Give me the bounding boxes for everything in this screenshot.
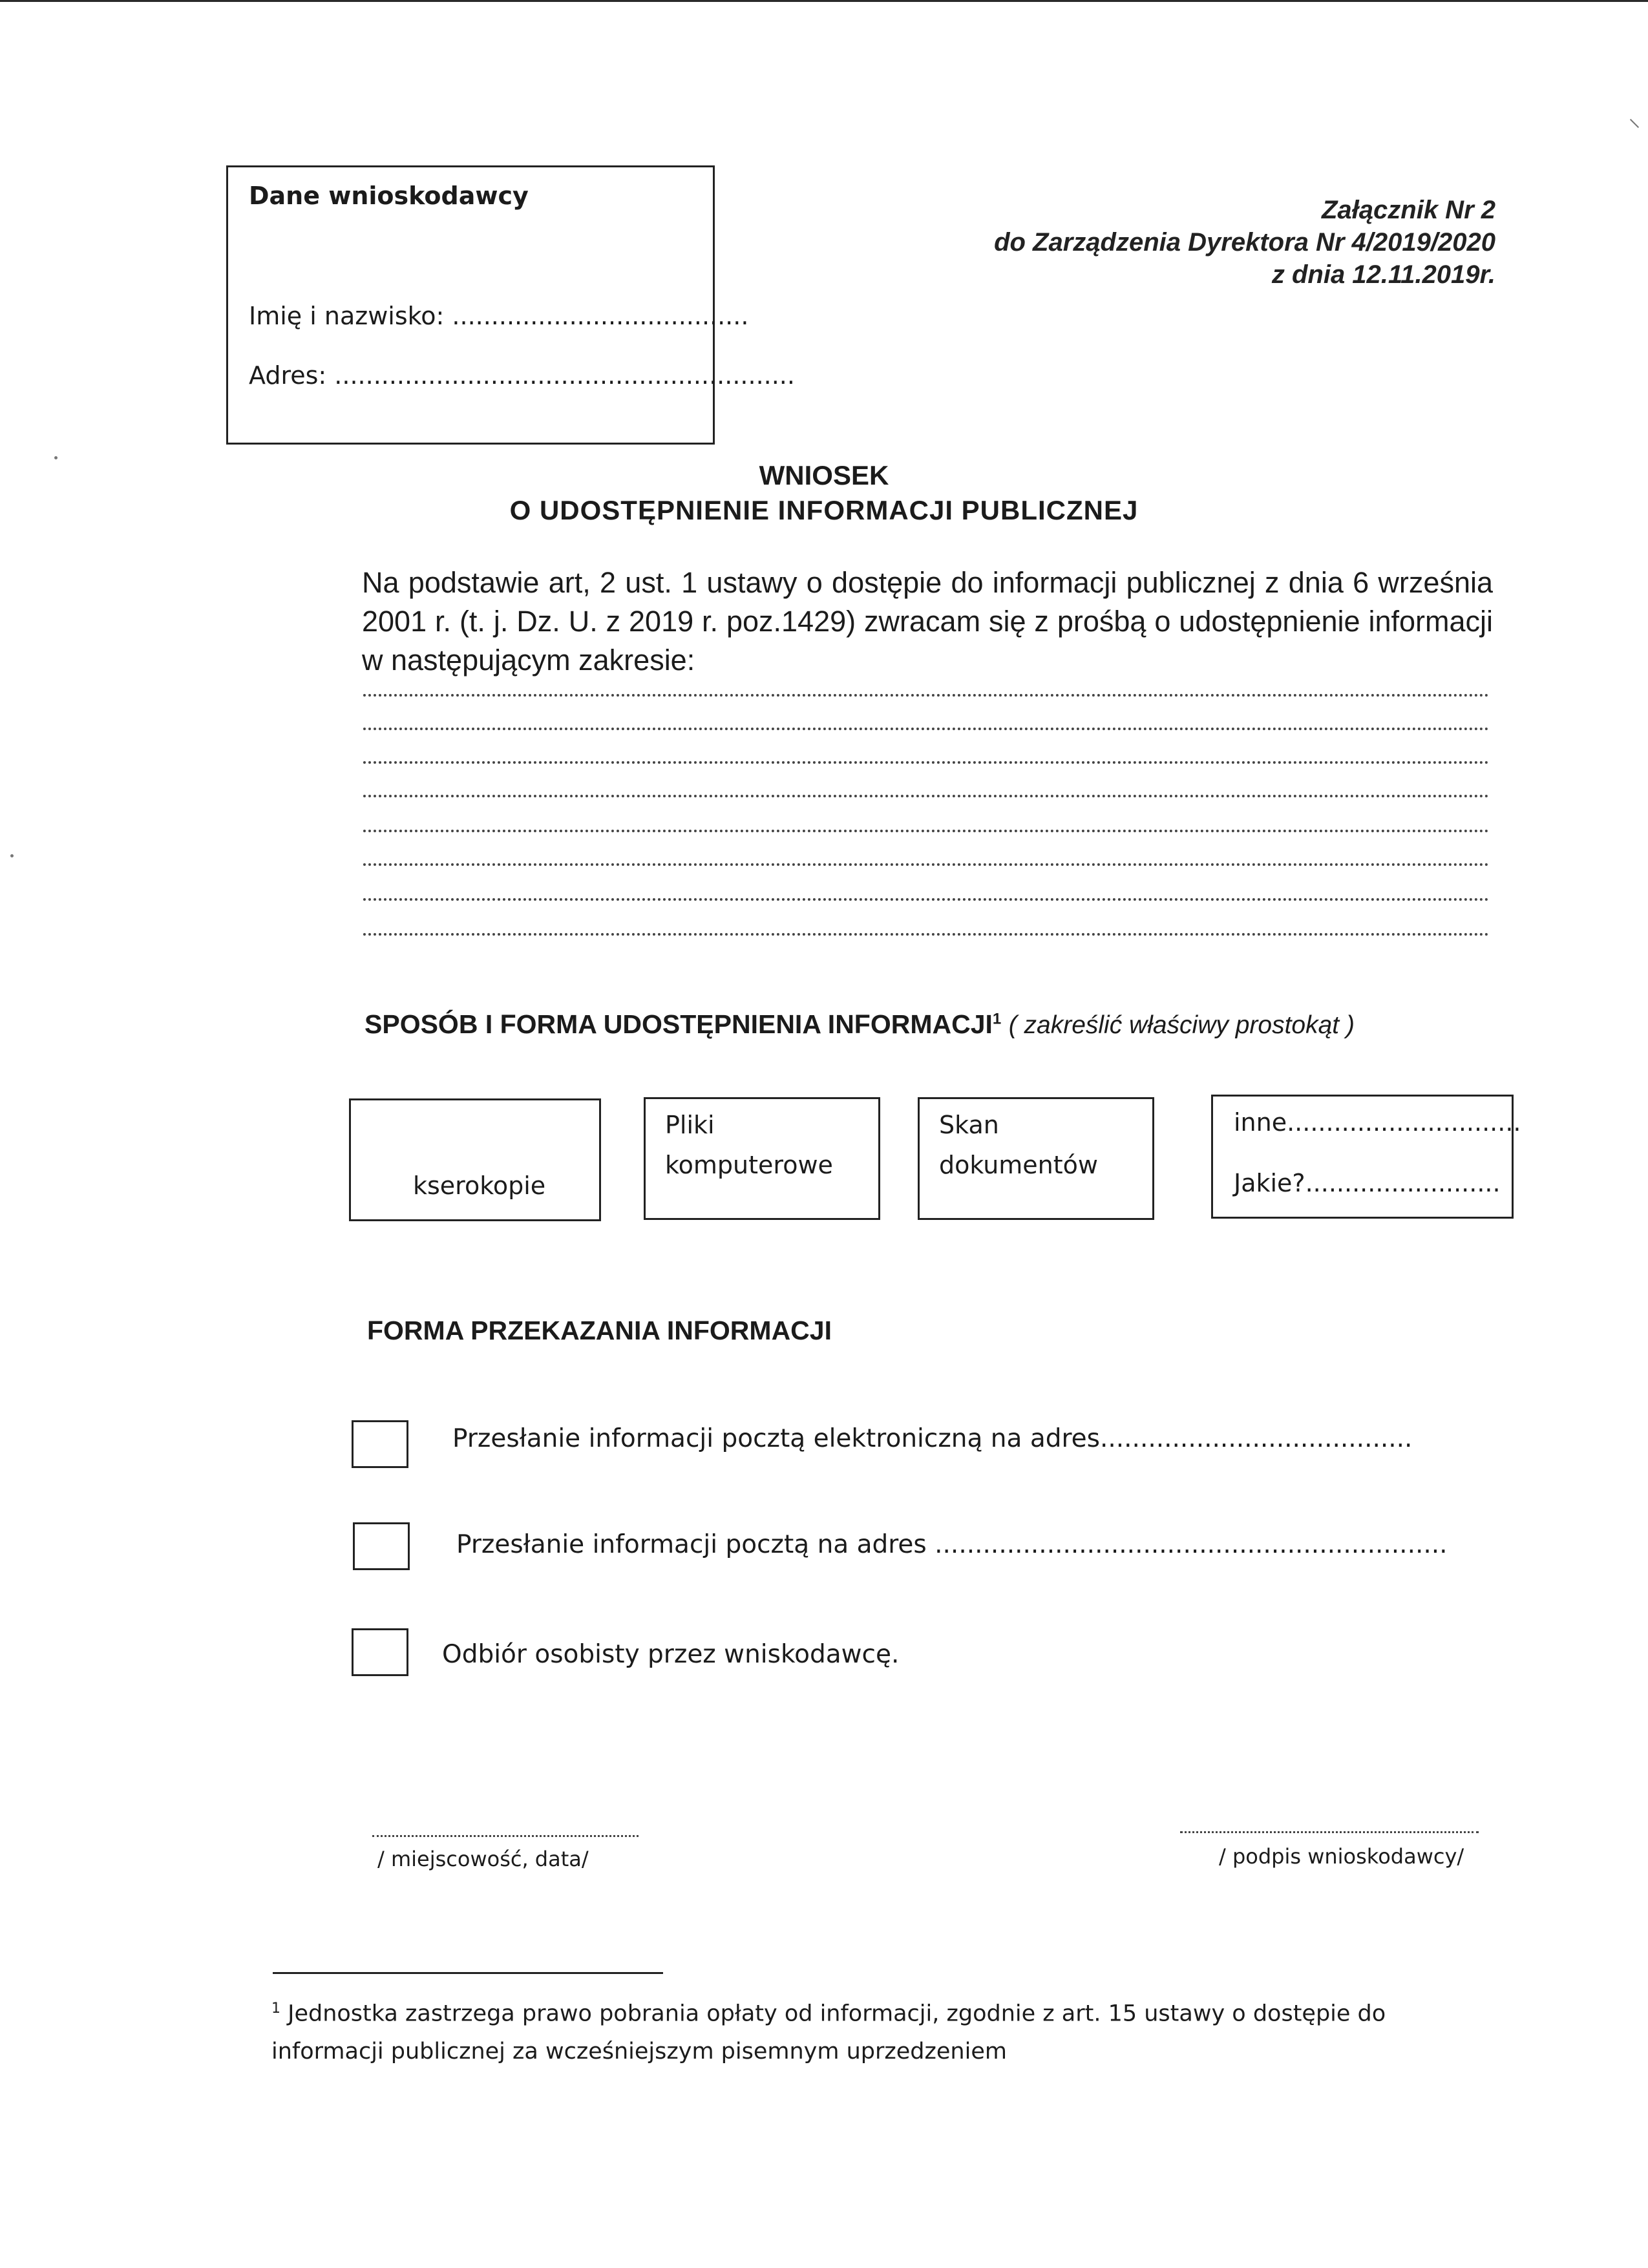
response-line-6[interactable] — [363, 863, 1489, 866]
option-scan-label-1: Skan — [939, 1111, 999, 1139]
applicant-name-field[interactable]: Imię i nazwisko: ...................................... — [249, 302, 749, 330]
option-box-copies[interactable] — [349, 1098, 601, 1221]
applicant-data-box — [226, 165, 795, 445]
response-line-4[interactable] — [363, 795, 1489, 797]
scan-speck — [10, 854, 14, 857]
delivery-checkbox-pickup[interactable] — [352, 1628, 408, 1676]
sharing-method-hint: ( zakreślić właściwy prostokąt ) — [1008, 1011, 1355, 1039]
delivery-heading: FORMA PRZEKAZANIA INFORMACJI — [367, 1316, 832, 1345]
scan-artifact — [1630, 119, 1639, 128]
option-files-label-1: Pliki — [665, 1111, 715, 1139]
footnote-separator — [273, 1972, 663, 1974]
footnote-marker: 1 — [992, 1010, 1002, 1028]
delivery-checkbox-post[interactable] — [353, 1522, 410, 1570]
place-date-caption: / miejscowość, data/ — [377, 1847, 589, 1871]
option-files-label-2: komputerowe — [665, 1151, 833, 1179]
delivery-option-post: Przesłanie informacji pocztą na adres ................................................................ — [456, 1530, 1448, 1559]
footnote-number: 1 — [271, 2000, 280, 2017]
annex-number: Załącznik Nr 2 — [1321, 196, 1495, 224]
annex-ordinance: do Zarządzenia Dyrektora Nr 4/2019/2020 — [994, 228, 1495, 257]
option-other-label: inne.............................. — [1234, 1108, 1521, 1137]
response-line-8[interactable] — [363, 933, 1489, 936]
option-box-other[interactable] — [1211, 1095, 1521, 1219]
option-box-document-scan[interactable] — [918, 1097, 1154, 1220]
delivery-option-pickup: Odbiór osobisty przez wniskodawcę. — [442, 1640, 900, 1669]
place-date-line[interactable] — [372, 1835, 639, 1837]
applicant-address-field[interactable]: Adres: ........................................................... — [249, 361, 795, 390]
response-line-2[interactable] — [363, 728, 1489, 730]
delivery-checkbox-email[interactable] — [352, 1420, 408, 1468]
scan-speck — [54, 456, 58, 459]
option-scan-label-2: dokumentów — [939, 1151, 1098, 1179]
option-copies-label: kserokopie — [413, 1171, 546, 1200]
intro-paragraph: Na podstawie art, 2 ust. 1 ustawy o dostępie do informacji publicznej z dnia 6 września 2001 r. (t. j. Dz. U. z 2019 r. poz.1429) zwracam się z prośbą o udostępnienie informacji w następującym zakresie: — [362, 566, 1493, 677]
option-other-which-label: Jakie?......................... — [1234, 1169, 1501, 1197]
form-title: WNIOSEK — [759, 460, 889, 490]
response-line-5[interactable] — [363, 830, 1489, 832]
response-line-3[interactable] — [363, 761, 1489, 764]
signature-caption: / podpis wnioskodawcy/ — [1219, 1844, 1464, 1869]
annex-header — [849, 194, 1495, 291]
delivery-option-email: Przesłanie informacji pocztą elektroniczną na adres....................................... — [452, 1424, 1413, 1453]
footnote-text: Jednostka zastrzega prawo pobrania opłaty od informacji, zgodnie z art. 15 ustawy o dostępie do informacji publicznej za wcześniejszym pisemnym uprzedzeniem — [271, 2000, 1386, 2064]
sharing-method-title: SPOSÓB I FORMA UDOSTĘPNIENIA INFORMACJI — [364, 1009, 993, 1039]
annex-date: z dnia 12.11.2019r. — [1271, 260, 1495, 289]
response-line-7[interactable] — [363, 898, 1489, 901]
option-box-computer-files[interactable] — [644, 1097, 880, 1220]
scan-edge-top — [0, 0, 1648, 2]
form-subtitle: O UDOSTĘPNIENIE INFORMACJI PUBLICZNEJ — [509, 495, 1139, 525]
response-line-1[interactable] — [363, 694, 1489, 697]
sharing-method-heading — [364, 1009, 1355, 1040]
signature-line[interactable] — [1180, 1831, 1479, 1833]
footnote — [271, 1990, 1499, 2070]
applicant-header: Dane wnioskodawcy — [249, 182, 529, 210]
